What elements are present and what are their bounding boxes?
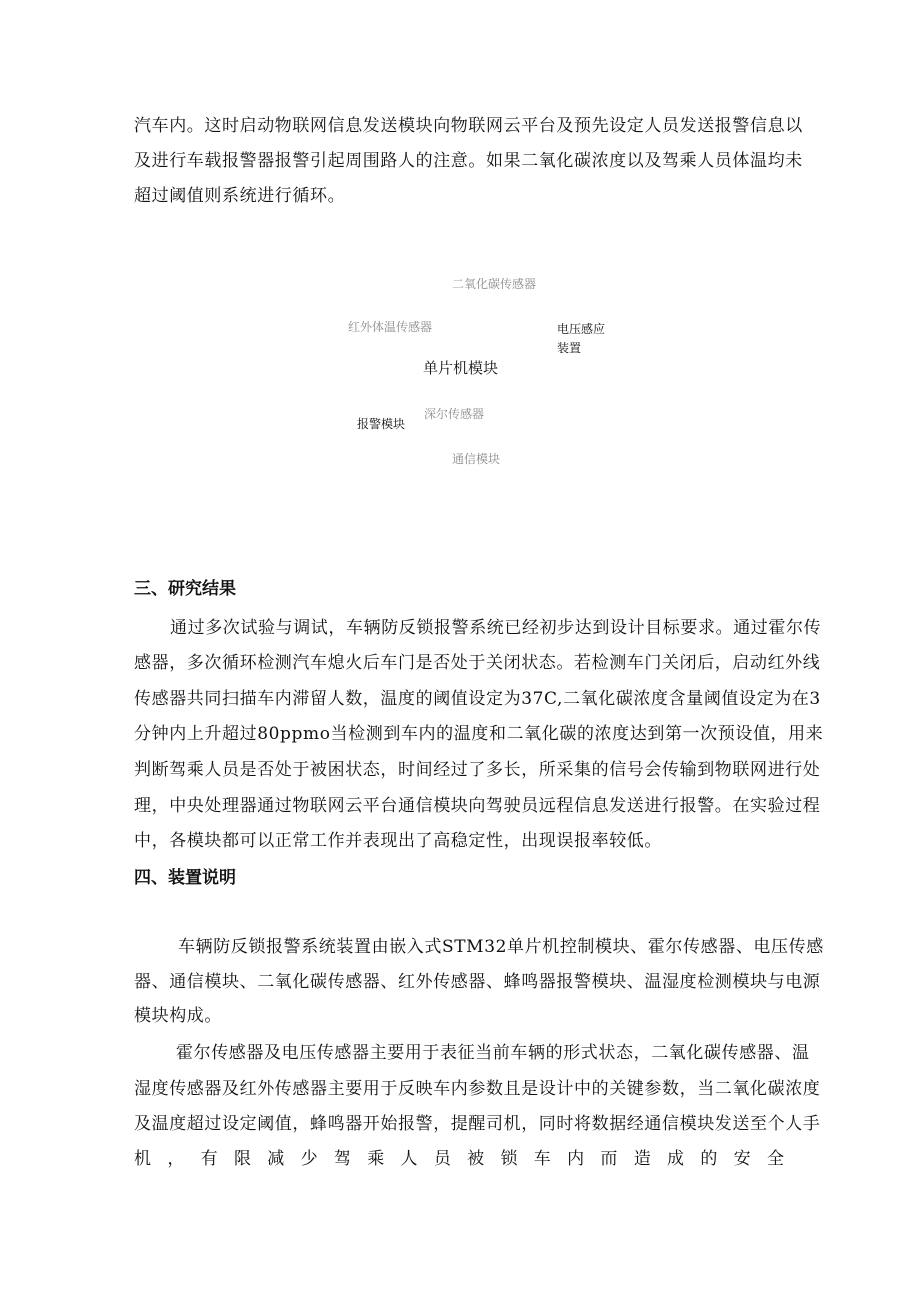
section-heading-results: 三、研究结果 bbox=[134, 579, 236, 599]
paragraph-line: 湿度传感器及红外传感器主要用于反映车内参数且是设计中的关键参数，当二氧化碳浓度 bbox=[134, 1079, 821, 1099]
diagram-mcu-label: 单片机模块 bbox=[423, 359, 499, 377]
paragraph-line: 中，各模块都可以正常工作并表现出了高稳定性，出现误报率较低。 bbox=[134, 831, 662, 851]
paragraph-line: 车辆防反锁报警系统装置由嵌入式STM32单片机控制模块、霍尔传感器、电压传感 bbox=[178, 937, 824, 957]
diagram-alarm-label: 报警模块 bbox=[357, 417, 406, 431]
diagram-voltage-label-line2: 装置 bbox=[557, 341, 582, 355]
paragraph-line: 理，中央处理器通过物联网云平台通信模块向驾驶员远程信息发送进行报警。在实验过程 bbox=[134, 796, 821, 816]
paragraph-line: 感器，多次循环检测汽车熄火后车门是否处于关闭状态。若检测车门关闭后，启动红外线 bbox=[134, 653, 821, 673]
paragraph-line: 及温度超过设定阈值，蜂鸣器开始报警，提醒司机，同时将数据经通信模块发送至个人手 bbox=[134, 1114, 821, 1134]
diagram-hall-sensor-label: 深尔传感器 bbox=[424, 407, 485, 421]
diagram-voltage-label-line1: 电压感应 bbox=[557, 322, 606, 336]
paragraph-line: 传感器共同扫描车内滞留人数，温度的阈值设定为37C,二氧化碳浓度含量阈值设定为在3 bbox=[134, 689, 821, 709]
paragraph-line: 及进行车载报警器报警引起周围路人的注意。如果二氧化碳浓度以及驾乘人员体温均未 bbox=[134, 151, 803, 171]
paragraph-line: 判断驾乘人员是否处于被困状态，时间经过了多长，所采集的信号会传输到物联网进行处 bbox=[134, 760, 821, 780]
paragraph-line: 汽车内。这时启动物联网信息发送模块向物联网云平台及预先设定人员发送报警信息以 bbox=[134, 116, 803, 136]
system-diagram bbox=[0, 260, 920, 490]
paragraph-line: 霍尔传感器及电压传感器主要用于表征当前车辆的形式状态，二氧化碳传感器、温 bbox=[176, 1043, 810, 1063]
paragraph-line: 机 ， 有 限 减 少 驾 乘 人 员 被 锁 车 内 而 造 成 的 安 全 bbox=[134, 1149, 784, 1169]
paragraph-line: 通过多次试验与调试，车辆防反锁报警系统已经初步达到设计目标要求。通过霍尔传 bbox=[170, 618, 822, 638]
paragraph-line: 超过阈值则系统进行循环。 bbox=[134, 186, 346, 206]
diagram-co2-sensor-label: 二氧化碳传感器 bbox=[452, 277, 537, 291]
diagram-comm-label: 通信模块 bbox=[452, 452, 501, 466]
section-heading-device: 四、装置说明 bbox=[134, 868, 236, 888]
paragraph-line: 分钟内上升超过80ppmo当检测到车内的温度和二氧化碳的浓度达到第一次预设值，用来 bbox=[134, 724, 824, 744]
paragraph-line: 模块构成。 bbox=[134, 1006, 222, 1026]
paragraph-line: 器、通信模块、二氧化碳传感器、红外传感器、蜂鸣器报警模块、温湿度检测模块与电源 bbox=[134, 972, 821, 992]
diagram-ir-temp-sensor-label: 红外体温传感器 bbox=[348, 320, 433, 334]
